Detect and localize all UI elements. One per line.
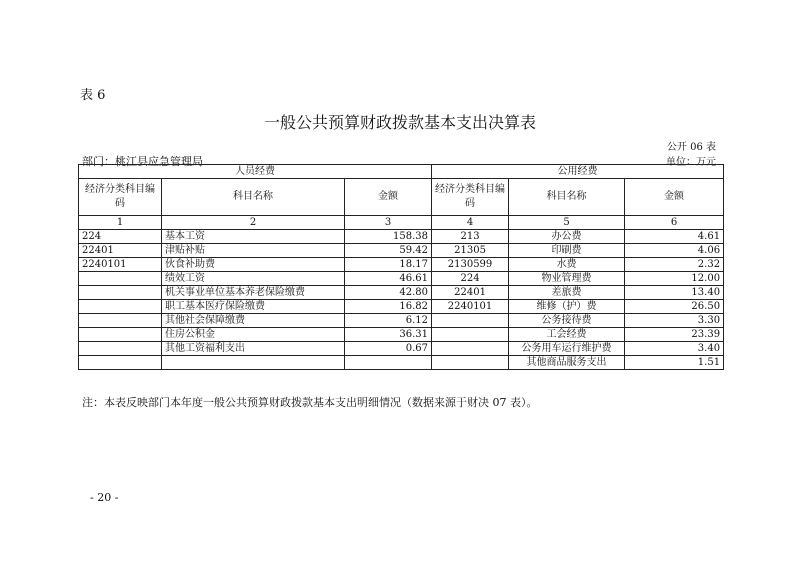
cell-public-code: 22401	[432, 286, 509, 300]
cell-public-amount: 4.06	[625, 244, 724, 258]
unit-label: 单位：万元	[666, 157, 716, 168]
cell-personnel-name: 绩效工资	[162, 272, 345, 286]
cell-personnel-code	[79, 272, 162, 286]
cell-personnel-amount: 0.67	[345, 342, 432, 356]
cell-personnel-code	[79, 356, 162, 370]
cell-public-name: 公务接待费	[509, 314, 625, 328]
table-row	[79, 342, 724, 356]
cell-personnel-name: 其他工资福利支出	[162, 342, 345, 356]
cell-personnel-amount: 158.38	[345, 230, 432, 244]
cell-personnel-code	[79, 300, 162, 314]
cell-public-name: 办公费	[509, 230, 625, 244]
cell-public-name: 差旅费	[509, 286, 625, 300]
cell-personnel-name: 住房公积金	[162, 328, 345, 342]
cell-personnel-name: 伙食补助费	[162, 258, 345, 272]
cell-public-name: 印刷费	[509, 244, 625, 258]
cell-personnel-amount: 18.17	[345, 258, 432, 272]
department-label: 部门：桃江县应急管理局	[82, 155, 203, 168]
table-row	[79, 300, 724, 314]
cell-personnel-name: 职工基本医疗保险缴费	[162, 300, 345, 314]
cell-personnel-amount: 46.61	[345, 272, 432, 286]
cell-personnel-code	[79, 314, 162, 328]
column-number: 3	[345, 216, 432, 230]
cell-personnel-code: 2240101	[79, 258, 162, 272]
cell-personnel-amount: 36.31	[345, 328, 432, 342]
cell-personnel-code	[79, 328, 162, 342]
column-header: 金额	[345, 179, 432, 216]
group-header-personnel: 人员经费	[79, 165, 432, 179]
cell-personnel-name	[162, 356, 345, 370]
column-number: 6	[625, 216, 724, 230]
cell-public-code: 21305	[432, 244, 509, 258]
table-row	[79, 328, 724, 342]
table-row	[79, 244, 724, 258]
cell-personnel-amount: 16.82	[345, 300, 432, 314]
cell-public-code: 2240101	[432, 300, 509, 314]
cell-public-amount: 23.39	[625, 328, 724, 342]
column-header: 金额	[625, 179, 724, 216]
cell-public-amount: 3.30	[625, 314, 724, 328]
page-number: - 20 -	[90, 491, 119, 504]
column-number: 2	[162, 216, 345, 230]
cell-public-name: 公务用车运行维护费	[509, 342, 625, 356]
column-number: 5	[509, 216, 625, 230]
cell-personnel-amount: 59.42	[345, 244, 432, 258]
column-header: 经济分类科目编码	[79, 179, 162, 216]
cell-personnel-code: 224	[79, 230, 162, 244]
cell-personnel-name: 津贴补贴	[162, 244, 345, 258]
cell-personnel-code	[79, 286, 162, 300]
cell-public-code	[432, 356, 509, 370]
cell-public-code: 224	[432, 272, 509, 286]
cell-public-amount: 3.40	[625, 342, 724, 356]
cell-public-amount: 13.40	[625, 286, 724, 300]
cell-personnel-amount: 6.12	[345, 314, 432, 328]
cell-public-name: 物业管理费	[509, 272, 625, 286]
cell-public-amount: 12.00	[625, 272, 724, 286]
column-header: 经济分类科目编码	[432, 179, 509, 216]
cell-public-name: 其他商品服务支出	[509, 356, 625, 370]
cell-public-amount: 2.32	[625, 258, 724, 272]
column-header-row	[79, 179, 724, 216]
cell-public-code	[432, 328, 509, 342]
form-code: 公开 06 表	[666, 142, 716, 153]
cell-personnel-amount	[345, 356, 432, 370]
table-row	[79, 230, 724, 244]
cell-public-code: 213	[432, 230, 509, 244]
cell-personnel-code: 22401	[79, 244, 162, 258]
cell-public-amount: 26.50	[625, 300, 724, 314]
cell-public-code	[432, 342, 509, 356]
table-label: 表 6	[80, 88, 106, 103]
cell-public-amount: 4.61	[625, 230, 724, 244]
cell-public-code: 2130599	[432, 258, 509, 272]
cell-public-code	[432, 314, 509, 328]
table-row	[79, 258, 724, 272]
budget-table	[78, 164, 724, 370]
cell-personnel-code	[79, 342, 162, 356]
column-number: 1	[79, 216, 162, 230]
table-body	[79, 230, 724, 370]
table-row	[79, 286, 724, 300]
table-row	[79, 314, 724, 328]
table-row	[79, 356, 724, 370]
column-header: 科目名称	[509, 179, 625, 216]
cell-public-amount: 1.51	[625, 356, 724, 370]
cell-personnel-name: 基本工资	[162, 230, 345, 244]
group-header-row	[79, 165, 724, 179]
cell-public-name: 维修（护）费	[509, 300, 625, 314]
cell-personnel-amount: 42.80	[345, 286, 432, 300]
group-header-public: 公用经费	[432, 165, 724, 179]
column-header: 科目名称	[162, 179, 345, 216]
cell-public-name: 水费	[509, 258, 625, 272]
table-note: 注：本表反映部门本年度一般公共预算财政拨款基本支出明细情况（数据来源于财决 07 表）。	[82, 396, 538, 409]
document-title: 一般公共预算财政拨款基本支出决算表	[263, 113, 536, 132]
cell-personnel-name: 机关事业单位基本养老保险缴费	[162, 286, 345, 300]
column-number: 4	[432, 216, 509, 230]
table-row	[79, 272, 724, 286]
column-number-row	[79, 216, 724, 230]
cell-personnel-name: 其他社会保障缴费	[162, 314, 345, 328]
cell-public-name: 工会经费	[509, 328, 625, 342]
